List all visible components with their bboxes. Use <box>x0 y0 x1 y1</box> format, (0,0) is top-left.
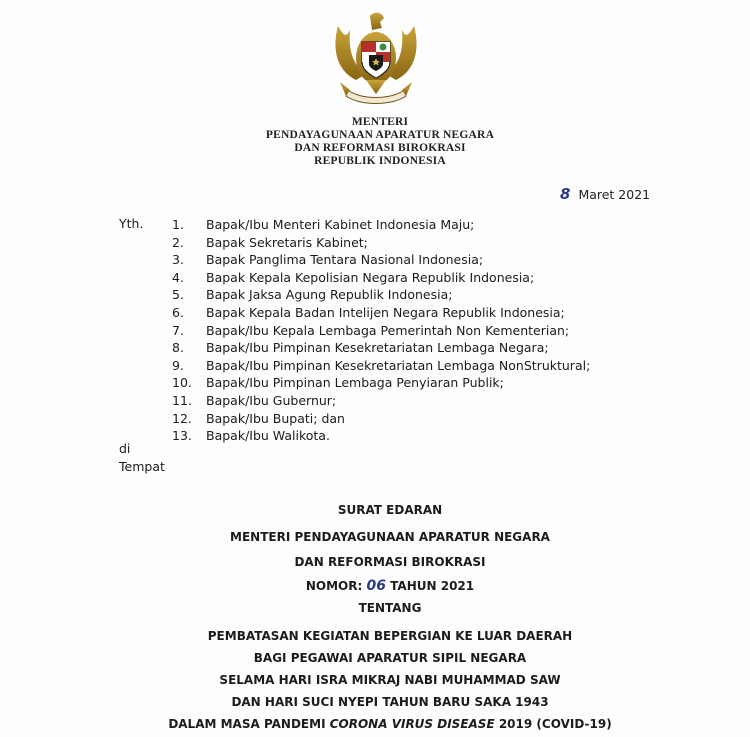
list-number: 5. <box>172 287 184 303</box>
list-item <box>172 410 590 428</box>
list-text: Bapak/Ibu Kepala Lembaga Pemerintah Non Kementerian; <box>206 322 570 338</box>
circular-title: SURAT EDARAN <box>337 503 443 517</box>
subject-last-italic: CORONA VIRUS DISEASE <box>329 717 495 731</box>
circular-issuer-2: DAN REFORMASI BIROKRASI <box>294 555 486 569</box>
addressee-list <box>172 216 590 445</box>
subject-line-2: BAGI PEGAWAI APARATUR SIPIL NEGARA <box>253 651 527 665</box>
date-day-handwritten: 8 <box>560 185 571 203</box>
list-number: 8. <box>172 340 184 356</box>
place-di: di <box>119 441 131 456</box>
subject-line-1: PEMBATASAN KEGIATAN BEPERGIAN KE LUAR DAERAH <box>207 629 573 643</box>
list-item <box>172 427 590 445</box>
list-item <box>172 357 590 375</box>
list-number: 9. <box>172 357 184 373</box>
letterhead-title: MENTERI <box>351 116 409 128</box>
list-item <box>172 234 590 252</box>
list-number: 11. <box>172 392 192 408</box>
circular-number <box>120 578 660 594</box>
list-item <box>172 251 590 269</box>
list-text: Bapak/Ibu Gubernur; <box>206 392 337 408</box>
number-handwritten: 06 <box>366 578 386 594</box>
list-item <box>172 216 590 234</box>
circular-about: TENTANG <box>358 601 422 615</box>
subject-last-prefix: DALAM MASA PANDEMI <box>168 717 326 731</box>
list-text: Bapak/Ibu Pimpinan Lembaga Penyiaran Publik; <box>206 375 504 391</box>
place-tempat: Tempat <box>119 459 165 474</box>
list-number: 1. <box>172 217 184 232</box>
garuda-emblem-icon <box>326 8 426 108</box>
number-suffix: TAHUN 2021 <box>390 579 475 593</box>
list-number: 10. <box>172 375 192 391</box>
list-item <box>172 304 590 322</box>
list-number: 2. <box>172 234 184 250</box>
letterhead-country: REPUBLIK INDONESIA <box>314 155 446 167</box>
list-text: Bapak/Ibu Pimpinan Kesekretariatan Lembaga Negara; <box>206 340 549 356</box>
list-number: 13. <box>172 428 192 444</box>
list-number: 4. <box>172 269 184 285</box>
list-text: Bapak/Ibu Bupati; dan <box>206 410 345 426</box>
subject-last-suffix: 2019 (COVID-19) <box>498 717 612 731</box>
list-item <box>172 286 590 304</box>
list-text: Bapak Sekretaris Kabinet; <box>206 234 368 250</box>
list-item <box>172 374 590 392</box>
list-text: Bapak Kepala Badan Intelijen Negara Republik Indonesia; <box>206 304 565 320</box>
list-number: 3. <box>172 252 184 268</box>
number-prefix: NOMOR: <box>305 579 363 593</box>
salutation: Yth. <box>119 216 144 231</box>
letterhead-ministry: PENDAYAGUNAAN APARATUR NEGARA <box>265 129 495 141</box>
list-number: 6. <box>172 304 184 320</box>
place-block <box>119 440 165 476</box>
list-text: Bapak/Ibu Walikota. <box>206 428 330 444</box>
list-text: Bapak Panglima Tentara Nasional Indonesia; <box>206 252 484 268</box>
list-number: 7. <box>172 322 184 338</box>
list-text: Bapak Jaksa Agung Republik Indonesia; <box>206 287 453 303</box>
list-number: 12. <box>172 410 192 426</box>
list-item <box>172 339 590 357</box>
list-item <box>172 269 590 287</box>
list-text: Bapak/Ibu Pimpinan Kesekretariatan Lembaga NonStruktural; <box>206 357 591 373</box>
circular-issuer-1: MENTERI PENDAYAGUNAAN APARATUR NEGARA <box>230 530 550 544</box>
letter-date <box>560 185 650 203</box>
list-item <box>172 392 590 410</box>
letterhead-ministry-2: DAN REFORMASI BIROKRASI <box>294 142 466 154</box>
subject-line-3: SELAMA HARI ISRA MIKRAJ NABI MUHAMMAD SAW <box>219 673 561 687</box>
list-item <box>172 322 590 340</box>
list-text: Bapak Kepala Kepolisian Negara Republik Indonesia; <box>206 269 535 285</box>
date-month-year: Maret 2021 <box>578 187 651 202</box>
subject-line-5 <box>120 717 660 731</box>
subject-line-4: DAN HARI SUCI NYEPI TAHUN BARU SAKA 1943 <box>231 695 549 709</box>
list-text: Bapak/Ibu Menteri Kabinet Indonesia Maju; <box>206 217 475 232</box>
